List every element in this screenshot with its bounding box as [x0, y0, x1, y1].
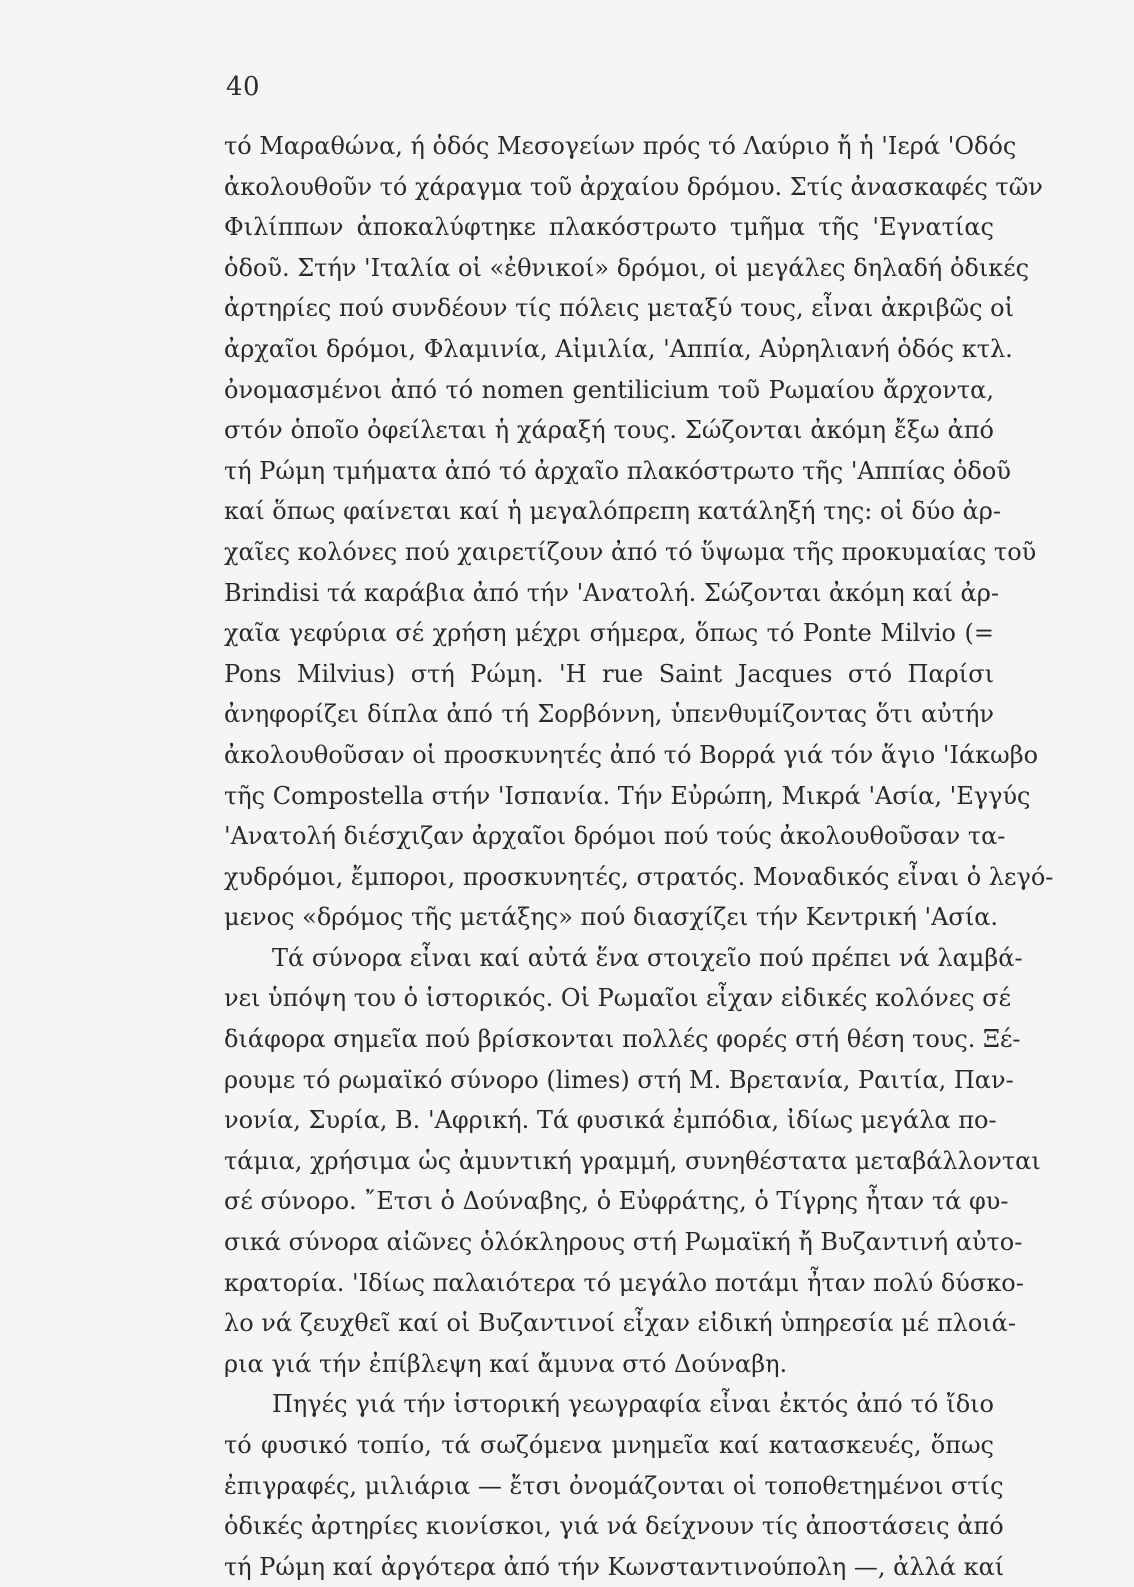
- text-line: Pons Milvius) στή Ρώμη. 'Η rue Saint Jacques στό Παρίσι: [224, 659, 994, 688]
- text-line: ἀρτηρίες πού συνδέουν τίς πόλεις μεταξύ τους, εἶναι ἀκριβῶς οἱ: [224, 294, 1014, 323]
- page-number: 40: [226, 72, 261, 102]
- text-line: τό Μαραθώνα, ή ὁδός Μεσογείων πρός τό Λαύριο ἤ ἡ 'Ιερά 'Οδός: [224, 132, 1017, 160]
- text-line: Πηγές γιά τήν ἱστορική γεωγραφία εἶναι ἐκτός ἀπό τό ἴδιο: [272, 1390, 994, 1419]
- text-line: ἀκολουθοῦσαν οἱ προσκυνητές ἀπό τό Βορρά γιά τόν ἅγιο 'Ιάκωβο: [224, 740, 1039, 769]
- text-line: στόν ὁποῖο ὀφείλεται ἡ χάραξή τους. Σώζονται ἀκόμη ἔξω ἀπό: [224, 416, 994, 445]
- text-line: ρουμε τό ρωμαϊκό σύνορο (limes) στή Μ. Βρετανία, Ραιτία, Παν-: [224, 1065, 1014, 1094]
- text-line: τό φυσικό τοπίο, τά σωζόμενα μνημεῖα καί κατασκευές, ὅπως: [224, 1431, 994, 1459]
- text-line: ἐπιγραφές, μιλιάρια — ἔτσι ὀνομάζονται οἱ τοποθετημένοι στίς: [224, 1471, 1004, 1500]
- text-line: λο νά ζευχθεῖ καί οἱ Βυζαντινοί εἶχαν εἰδική ὑπηρεσία μέ πλοιά-: [224, 1309, 1016, 1338]
- text-line: Brindisi τά καράβια ἀπό τήν 'Ανατολή. Σώζονται ἀκόμη καί ἀρ-: [224, 578, 999, 607]
- text-line: κρατορία. 'Ιδίως παλαιότερα τό μεγάλο ποτάμι ἦταν πολύ δύσκο-: [224, 1268, 1024, 1297]
- text-line: νονία, Συρία, Β. 'Αφρική. Τά φυσικά ἐμπόδια, ἰδίως μεγάλα πο-: [224, 1106, 997, 1135]
- text-line: νει ὑπόψη του ὁ ἱστορικός. Οἱ Ρωμαῖοι εἶχαν εἰδικές κολόνες σέ: [224, 984, 1012, 1013]
- text-line: Τά σύνορα εἶναι καί αὐτά ἕνα στοιχεῖο πού πρέπει νά λαμβά-: [272, 943, 1023, 972]
- text-line: σέ σύνορο. ῎Ετσι ὁ Δούναβης, ὁ Εὐφράτης, ὁ Τίγρης ἦταν τά φυ-: [224, 1187, 1009, 1216]
- text-line: Φιλίππων ἀποκαλύφτηκε πλακόστρωτο τμῆμα τῆς 'Εγνατίας: [224, 213, 994, 242]
- text-line: χαῖα γεφύρια σέ χρήση μέχρι σήμερα, ὅπως τό Ponte Milvio (=: [224, 619, 994, 648]
- text-line: ὀνομασμένοι ἀπό τό nomen gentilicium τοῦ Ρωμαίου ἄρχοντα,: [224, 375, 994, 404]
- text-line: ἀρχαῖοι δρόμοι, Φλαμινία, Αἰμιλία, 'Αππία, Αὐρηλιανή ὁδός κτλ.: [224, 334, 1013, 363]
- text-line: μενος «δρόμος τῆς μετάξης» πού διασχίζει τήν Κεντρική 'Ασία.: [224, 903, 999, 932]
- text-line: ὁδοῦ. Στήν 'Ιταλία οἱ «ἐθνικοί» δρόμοι, οἱ μεγάλες δηλαδή ὁδικές: [224, 253, 1030, 282]
- text-line: καί ὅπως φαίνεται καί ἡ μεγαλόπρεπη κατάληξή της: οἱ δύο ἀρ-: [224, 497, 1002, 526]
- text-line: ρια γιά τήν ἐπίβλεψη καί ἄμυνα στό Δούναβη.: [224, 1349, 788, 1378]
- text-line: ὁδικές ἀρτηρίες κιονίσκοι, γιά νά δείχνουν τίς ἀποστάσεις ἀπό: [224, 1512, 1004, 1541]
- text-line: τή Ρώμη τμήματα ἀπό τό ἀρχαῖο πλακόστρωτο τῆς 'Αππίας ὁδοῦ: [224, 456, 1011, 485]
- text-line: ἀνηφορίζει δίπλα ἀπό τή Σορβόννη, ὑπενθυμίζοντας ὅτι αὐτήν: [224, 700, 994, 729]
- text-line: διάφορα σημεῖα πού βρίσκονται πολλές φορές στή θέση τους. Ξέ-: [224, 1025, 1021, 1054]
- text-line: τῆς Compostella στήν 'Ισπανία. Τήν Εὐρώπη, Μικρά 'Ασία, 'Εγγύς: [224, 781, 1031, 810]
- text-line: τή Ρώμη καί ἀργότερα ἀπό τήν Κωνσταντινούπολη —, ἀλλά καί: [224, 1552, 1005, 1581]
- text-line: χυδρόμοι, ἔμποροι, προσκυνητές, στρατός. Μοναδικός εἶναι ὁ λεγό-: [224, 862, 1054, 891]
- text-line: 'Ανατολή διέσχιζαν ἀρχαῖοι δρόμοι πού τούς ἀκολουθοῦσαν τα-: [224, 822, 1006, 851]
- text-line: σικά σύνορα αἰῶνες ὁλόκληρους στή Ρωμαϊκή ἤ Βυζαντινή αὐτο-: [224, 1228, 1023, 1257]
- text-line: τάμια, χρήσιμα ὡς ἀμυντική γραμμή, συνηθέστατα μεταβάλλονται: [224, 1146, 1041, 1175]
- text-line: χαῖες κολόνες πού χαιρετίζουν ἀπό τό ὕψωμα τῆς προκυμαίας τοῦ: [224, 537, 1037, 566]
- body-text: [224, 126, 1054, 1587]
- text-line: ἀκολουθοῦν τό χάραγμα τοῦ ἀρχαίου δρόμου. Στίς ἀνασκαφές τῶν: [224, 172, 1043, 201]
